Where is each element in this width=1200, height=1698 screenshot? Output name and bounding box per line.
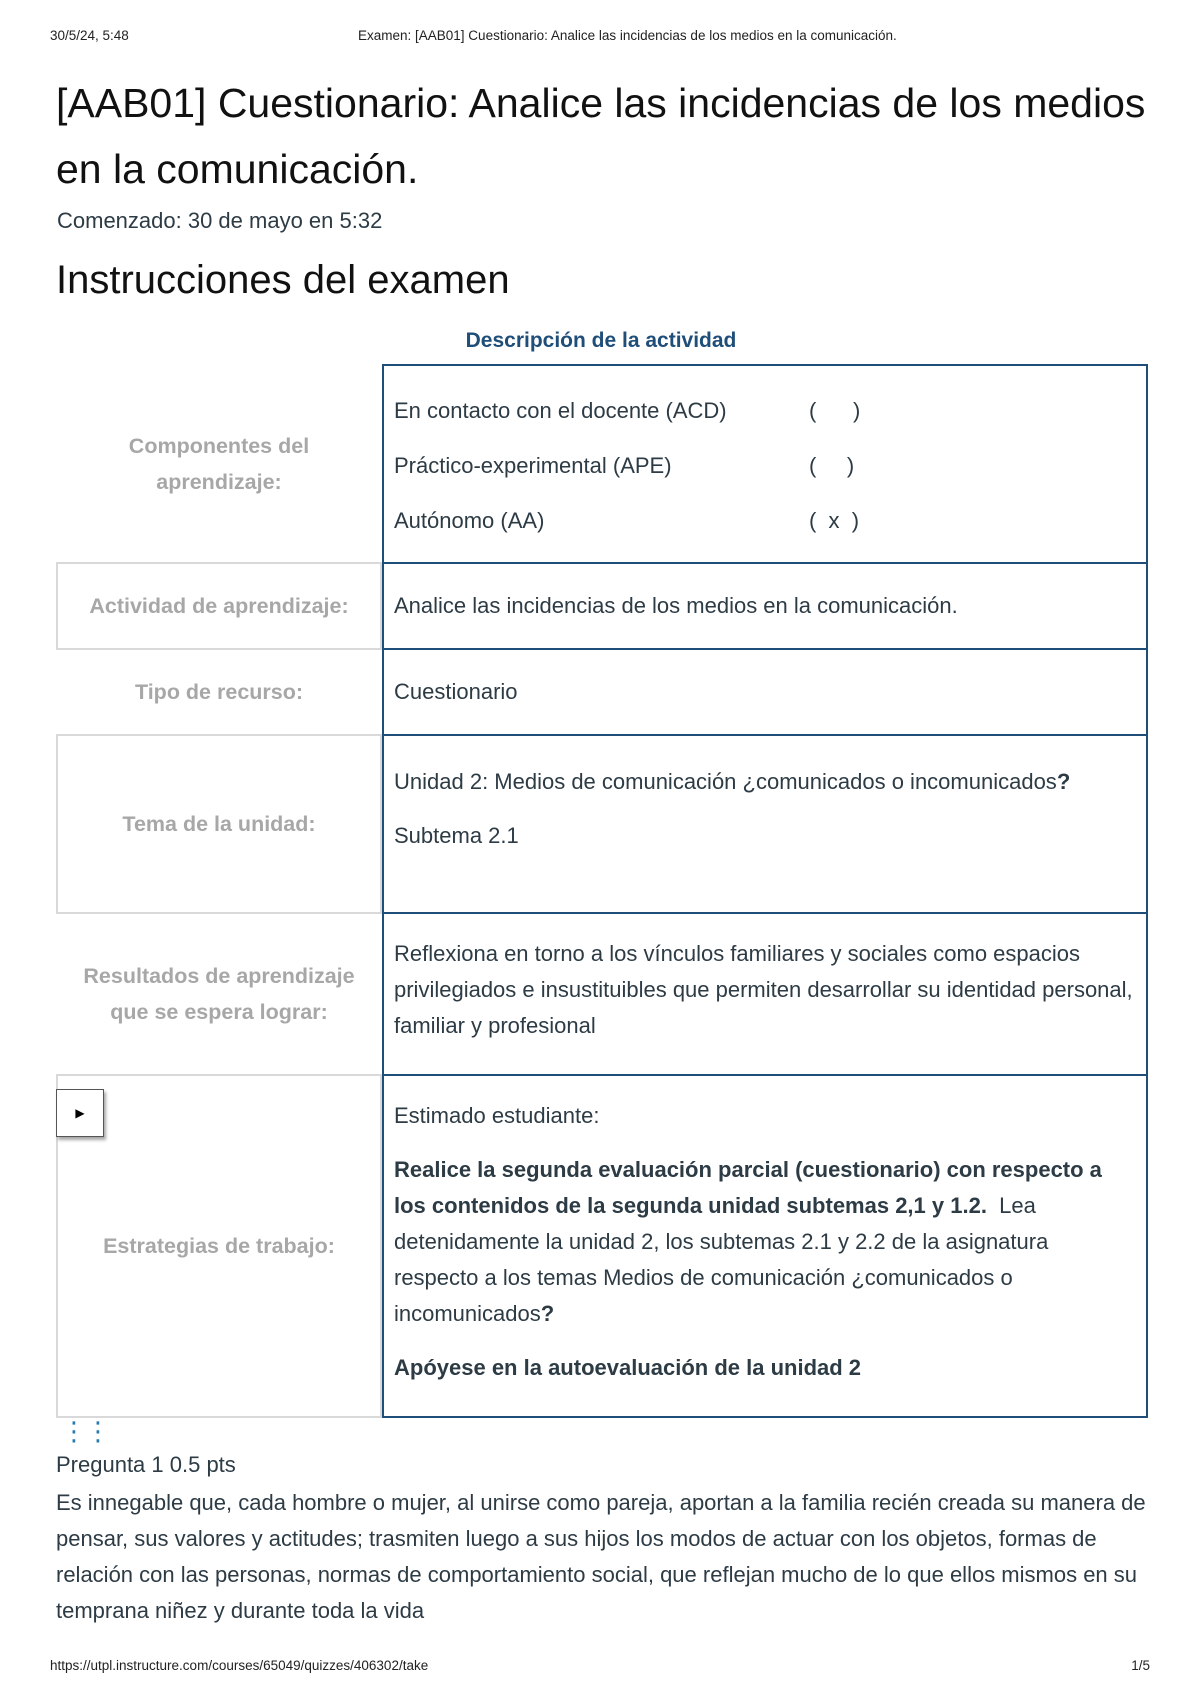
table-caption: Descripción de la actividad [465, 329, 737, 352]
activity-value-text: Analice las incidencias de los medios en la comunicación. [394, 593, 958, 618]
strategies-greeting: Estimado estudiante: [394, 1103, 600, 1128]
activity-value [382, 562, 1148, 650]
activity-label: Actividad de aprendizaje: [56, 562, 382, 650]
strategies-bold-intro: Realice la segunda evaluación parcial (cuestionario) con respecto a los contenidos de la segunda unidad subtemas 2,1 y 1.2. [394, 1157, 1102, 1218]
play-button[interactable] [56, 1089, 104, 1137]
unit-theme-bold: ? [1056, 769, 1071, 794]
unit-theme-text [394, 764, 1136, 800]
unit-theme-line: Unidad 2: Medios de comunicación ¿comunicados o incomunicados [394, 769, 1057, 794]
components-label [56, 364, 382, 564]
drag-handle-icon[interactable]: ⋮⋮ [61, 1416, 109, 1446]
components-cell [382, 364, 1148, 564]
subtheme-text: Subtema 2.1 [394, 823, 519, 848]
play-icon: ▶ [75, 1106, 85, 1120]
learning-outcomes-label-text: Resultados de aprendizaje que se espera lograr: [83, 964, 355, 1024]
print-header [50, 28, 1150, 48]
print-page-title: Examen: [AAB01] Cuestionario: Analice las incidencias de los medios en la comunicación. [358, 28, 897, 43]
resource-type-value [382, 648, 1148, 736]
component-row [394, 438, 1136, 493]
component-row [394, 493, 1136, 548]
question-text: Es innegable que, cada hombre o mujer, al unirse como pareja, aportan a la familia recién creada su manera de pensar, sus valores y actitudes; trasmiten luego a sus hijos los modos de actuar con los objetos, formas de relación con las personas, normas de comportamiento social, que reflejan mucho de lo que ellos mismos en su temprana niñez y durante toda la vida [56, 1490, 1146, 1623]
resource-type-label: Tipo de recurso: [134, 680, 304, 704]
page-url: https://utpl.instructure.com/courses/65049/quizzes/406302/take [50, 1658, 429, 1673]
question-header: Pregunta 1 0.5 pts [56, 1452, 236, 1477]
strategies-closing: Apóyese en la autoevaluación de la unidad 2 [394, 1355, 862, 1380]
component-mark: ( ) [809, 453, 855, 478]
strategies-instructions [394, 1152, 1136, 1332]
work-strategies-label: Estrategias de trabajo: [56, 1074, 382, 1418]
page-number: 1/5 [1131, 1658, 1150, 1673]
unit-theme-label: Tema de la unidad: [56, 734, 382, 914]
instructions-heading: Instrucciones del examen [56, 258, 510, 302]
print-date: 30/5/24, 5:48 [50, 28, 129, 43]
unit-theme-value [382, 734, 1148, 914]
learning-outcomes-text: Reflexiona en torno a los vínculos familiares y sociales como espacios privilegiados e insustituibles que permiten desarrollar su identidad personal, familiar y profesional [394, 941, 1133, 1038]
resource-type-text: Cuestionario [394, 679, 518, 704]
component-mark: ( x ) [809, 508, 860, 533]
started-timestamp: Comenzado: 30 de mayo en 5:32 [57, 208, 383, 233]
component-name: Práctico-experimental (APE) [394, 453, 672, 478]
strategies-body: Lea detenidamente la unidad 2, los subtemas 2.1 y 2.2 de la asignatura respecto a los temas Medios de comunicación ¿comunicados o incomunicados [394, 1193, 1055, 1326]
print-footer [50, 1658, 1150, 1678]
page-title: [AAB01] Cuestionario: Analice las incidencias de los medios en la comunicación. [56, 80, 1146, 192]
component-mark: ( ) [809, 398, 861, 423]
component-name: En contacto con el docente (ACD) [394, 398, 727, 423]
components-label-text: Componentes del aprendizaje: [128, 434, 310, 494]
work-strategies-value [382, 1074, 1148, 1418]
strategies-body-bold: ? [540, 1301, 555, 1326]
learning-outcomes-value [382, 912, 1148, 1076]
component-name: Autónomo (AA) [394, 508, 545, 533]
learning-outcomes-label [56, 912, 382, 1076]
component-row [394, 383, 1136, 438]
